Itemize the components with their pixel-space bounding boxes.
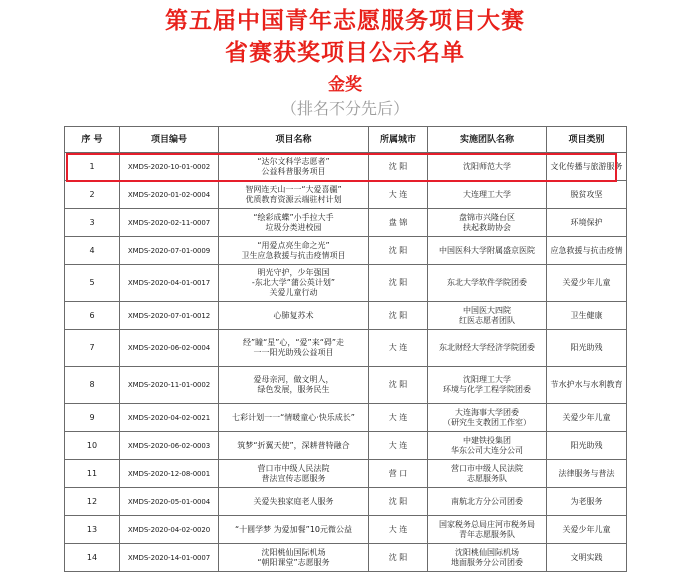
title-line-2: 省赛获奖项目公示名单	[225, 40, 465, 66]
cell-no: 1	[65, 153, 120, 181]
cell-code: XMDS-2020-04-02-0020	[120, 516, 219, 544]
cell-code: XMDS-2020-10-01-0002	[120, 153, 219, 181]
award-table	[64, 126, 627, 572]
cell-team: 大连理工大学	[428, 181, 547, 209]
cell-team: 沈阳桃仙国际机场 地面服务分公司团委	[428, 544, 547, 572]
cell-no: 13	[65, 516, 120, 544]
cell-team: 中国医大四院 红医志愿者团队	[428, 302, 547, 330]
cell-city: 沈 阳	[369, 544, 428, 572]
cell-team: 沈阳理工大学 环境与化学工程学院团委	[428, 367, 547, 404]
cell-code: XMDS-2020-14-01-0007	[120, 544, 219, 572]
cell-no: 11	[65, 460, 120, 488]
table-row	[65, 432, 627, 460]
cell-city: 大 连	[369, 516, 428, 544]
table-row	[65, 302, 627, 330]
cell-no: 2	[65, 181, 120, 209]
table-row	[65, 488, 627, 516]
cell-name: 明光守护，少年强国 -东北大学“蒲公英计划” 关爱儿童行动	[219, 265, 369, 302]
cell-category: 脱贫攻坚	[547, 181, 627, 209]
cell-no: 14	[65, 544, 120, 572]
cell-team: 中国医科大学附属盛京医院	[428, 237, 547, 265]
cell-city: 沈 阳	[369, 153, 428, 181]
cell-no: 10	[65, 432, 120, 460]
header-code: 项目编号	[120, 127, 219, 153]
cell-name: 经”瞳“星”心，“爱”来“碍”走 一一阳光助残公益项目	[219, 330, 369, 367]
cell-code: XMDS-2020-04-01-0017	[120, 265, 219, 302]
table-row	[65, 330, 627, 367]
header-team: 实施团队名称	[428, 127, 547, 153]
cell-code: XMDS-2020-05-01-0004	[120, 488, 219, 516]
cell-code: XMDS-2020-01-02-0004	[120, 181, 219, 209]
cell-team: 东北大学软件学院团委	[428, 265, 547, 302]
cell-no: 12	[65, 488, 120, 516]
cell-code: XMDS-2020-07-01-0012	[120, 302, 219, 330]
cell-name: “绘彩成蝶”小手拉大手 垃圾分类进校园	[219, 209, 369, 237]
cell-city: 大 连	[369, 404, 428, 432]
table-row	[65, 460, 627, 488]
cell-name: 爱母亲河，做文明人， 绿色发展，服务民生	[219, 367, 369, 404]
header-city: 所属城市	[369, 127, 428, 153]
cell-city: 大 连	[369, 432, 428, 460]
table-row	[65, 544, 627, 572]
cell-team: 中建铁投集团 华东公司大连分公司	[428, 432, 547, 460]
cell-team: 东北财经大学经济学院团委	[428, 330, 547, 367]
cell-code: XMDS-2020-06-02-0004	[120, 330, 219, 367]
cell-city: 沈 阳	[369, 265, 428, 302]
cell-name: 筑梦“折翼天使”，深耕普特融合	[219, 432, 369, 460]
cell-name: 心肺复苏术	[219, 302, 369, 330]
cell-name: “十圆学梦 为爱加餐”10元微公益	[219, 516, 369, 544]
table-row	[65, 209, 627, 237]
table-row	[65, 237, 627, 265]
cell-city: 营 口	[369, 460, 428, 488]
cell-name: 沈阳桃仙国际机场 “朝阳课堂”志愿服务	[219, 544, 369, 572]
cell-no: 3	[65, 209, 120, 237]
award-level: 金奖	[328, 75, 362, 95]
cell-category: 关爱少年儿童	[547, 404, 627, 432]
cell-code: XMDS-2020-04-02-0021	[120, 404, 219, 432]
cell-code: XMDS-2020-06-02-0003	[120, 432, 219, 460]
cell-city: 大 连	[369, 181, 428, 209]
cell-no: 7	[65, 330, 120, 367]
cell-no: 4	[65, 237, 120, 265]
cell-city: 盘 锦	[369, 209, 428, 237]
cell-code: XMDS-2020-12-08-0001	[120, 460, 219, 488]
table-row	[65, 367, 627, 404]
cell-name: “用爱点亮生命之光” 卫生应急救援与抗击疫情项目	[219, 237, 369, 265]
cell-code: XMDS-2020-07-01-0009	[120, 237, 219, 265]
cell-category: 阳光助残	[547, 330, 627, 367]
cell-no: 6	[65, 302, 120, 330]
cell-no: 9	[65, 404, 120, 432]
cell-code: XMDS-2020-11-01-0002	[120, 367, 219, 404]
cell-no: 5	[65, 265, 120, 302]
header-name: 项目名称	[219, 127, 369, 153]
title-line-1: 第五届中国青年志愿服务项目大赛	[165, 8, 525, 34]
cell-city: 沈 阳	[369, 488, 428, 516]
table-header-row	[65, 127, 627, 153]
cell-category: 法律服务与普法	[547, 460, 627, 488]
table-row	[65, 516, 627, 544]
cell-category: 应急救援与抗击疫情	[547, 237, 627, 265]
cell-category: 环境保护	[547, 209, 627, 237]
table-row	[65, 181, 627, 209]
cell-name: 七彩计划一一“情暖童心·快乐成长”	[219, 404, 369, 432]
cell-team: 盘锦市兴隆台区 扶起救助协会	[428, 209, 547, 237]
header-no: 序 号	[65, 127, 120, 153]
cell-team: 沈阳师范大学	[428, 153, 547, 181]
cell-name: 关爱失独家庭老人服务	[219, 488, 369, 516]
cell-category: 阳光助残	[547, 432, 627, 460]
cell-category: 文明实践	[547, 544, 627, 572]
cell-team: 大连海事大学团委 （研究生支教团工作室）	[428, 404, 547, 432]
cell-category: 关爱少年儿童	[547, 265, 627, 302]
cell-team: 国家税务总局庄河市税务局 青年志愿服务队	[428, 516, 547, 544]
cell-category: 文化传播与旅游服务	[547, 153, 627, 181]
cell-team: 南航北方分公司团委	[428, 488, 547, 516]
table-body	[65, 153, 627, 572]
cell-code: XMDS-2020-02-11-0007	[120, 209, 219, 237]
cell-team: 营口市中级人民法院 志愿服务队	[428, 460, 547, 488]
subtitle: （排名不分先后）	[280, 99, 409, 118]
cell-category: 为老服务	[547, 488, 627, 516]
cell-name: “达尔文科学志愿者” 公益科普服务项目	[219, 153, 369, 181]
cell-category: 卫生健康	[547, 302, 627, 330]
header-category: 项目类别	[547, 127, 627, 153]
cell-category: 节水护水与水利教育	[547, 367, 627, 404]
table-row	[65, 265, 627, 302]
cell-city: 沈 阳	[369, 367, 428, 404]
cell-city: 沈 阳	[369, 237, 428, 265]
cell-city: 大 连	[369, 330, 428, 367]
cell-category: 关爱少年儿童	[547, 516, 627, 544]
cell-no: 8	[65, 367, 120, 404]
cell-name: 智网连天山一一“大爱喜疆” 优质教育资源云端驻村计划	[219, 181, 369, 209]
table-row	[65, 153, 627, 181]
table-row	[65, 404, 627, 432]
cell-city: 沈 阳	[369, 302, 428, 330]
cell-name: 营口市中级人民法院 普法宣传志愿服务	[219, 460, 369, 488]
